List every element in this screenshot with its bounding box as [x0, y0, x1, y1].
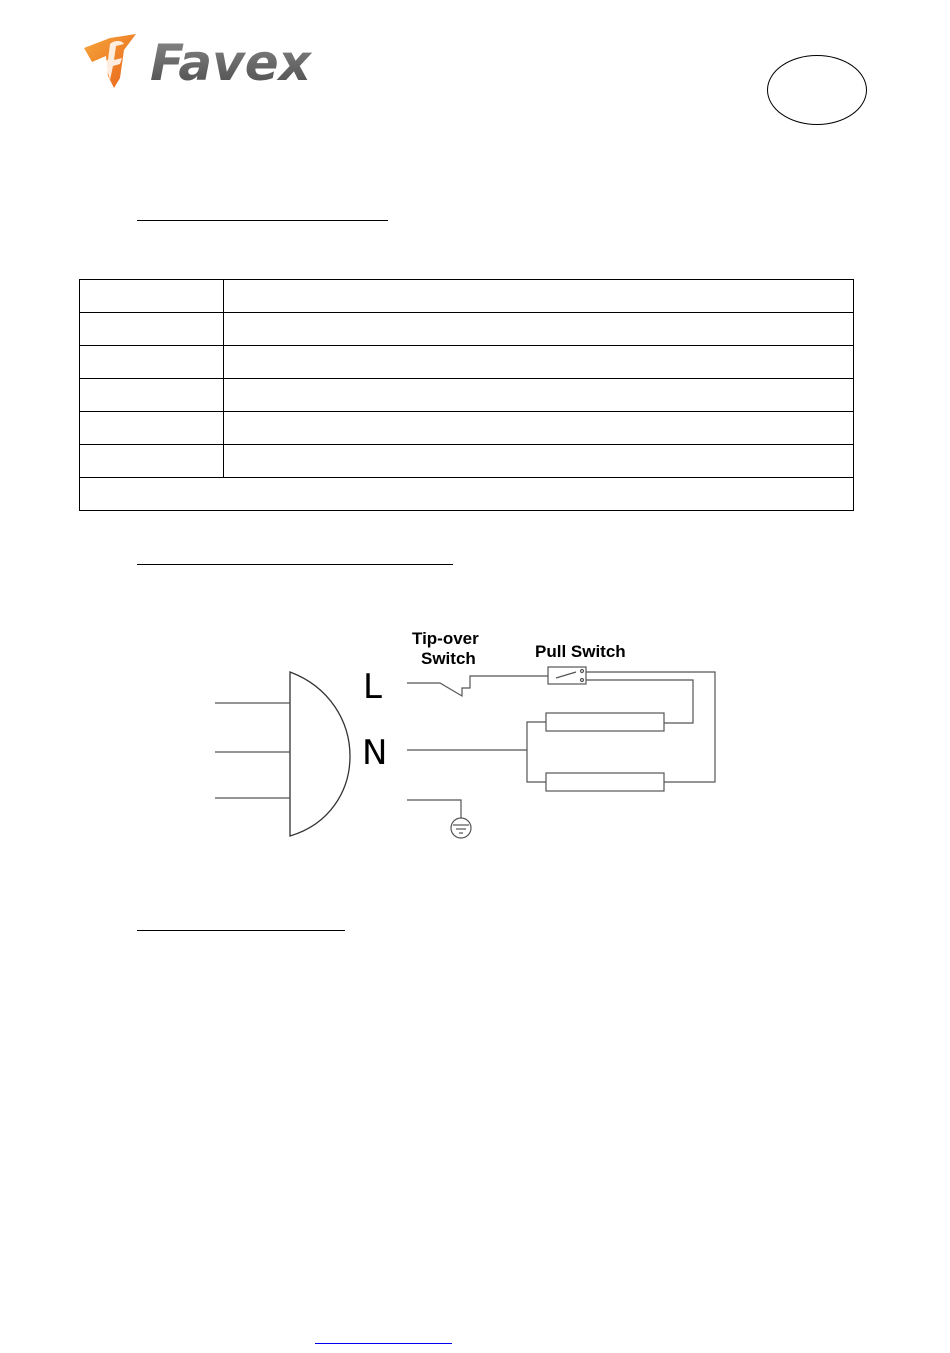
- spec-label: [80, 412, 224, 445]
- spec-value: [224, 412, 854, 445]
- table-row: [80, 379, 854, 412]
- brand-wordmark: Favex: [150, 34, 311, 92]
- page-number-oval: [767, 55, 867, 125]
- neutral-label: N: [362, 733, 388, 773]
- section-heading-underline: [137, 930, 345, 931]
- pull-switch-label: Pull Switch: [535, 642, 626, 661]
- table-footer-cell: [80, 478, 854, 511]
- spec-label: [80, 445, 224, 478]
- live-label: L: [363, 667, 382, 707]
- spec-value: [224, 280, 854, 313]
- spec-value: [224, 445, 854, 478]
- brand-logo: [80, 30, 320, 92]
- tip-over-switch: [407, 676, 548, 696]
- spec-label: [80, 280, 224, 313]
- specification-table: [79, 279, 854, 511]
- table-row: [80, 313, 854, 346]
- spec-value: [224, 346, 854, 379]
- spec-value: [224, 313, 854, 346]
- table-row: [80, 412, 854, 445]
- table-footer-row: [80, 478, 854, 511]
- earth-symbol: [451, 818, 471, 838]
- tip-over-label: Switch: [421, 649, 476, 668]
- spec-label: [80, 313, 224, 346]
- wiring-diagram: [200, 620, 740, 850]
- section-heading-underline: [137, 220, 388, 221]
- table-row: [80, 346, 854, 379]
- heating-element: [546, 773, 664, 791]
- spec-value: [224, 379, 854, 412]
- heating-element: [546, 713, 664, 731]
- pull-switch: [548, 667, 586, 684]
- spec-label: [80, 346, 224, 379]
- plug-body: [290, 672, 350, 836]
- table-row: [80, 445, 854, 478]
- tip-over-label: Tip-over: [412, 629, 479, 648]
- table-row: [80, 280, 854, 313]
- footer-link[interactable]: [315, 1330, 452, 1344]
- section-heading-underline: [137, 564, 453, 565]
- spec-label: [80, 379, 224, 412]
